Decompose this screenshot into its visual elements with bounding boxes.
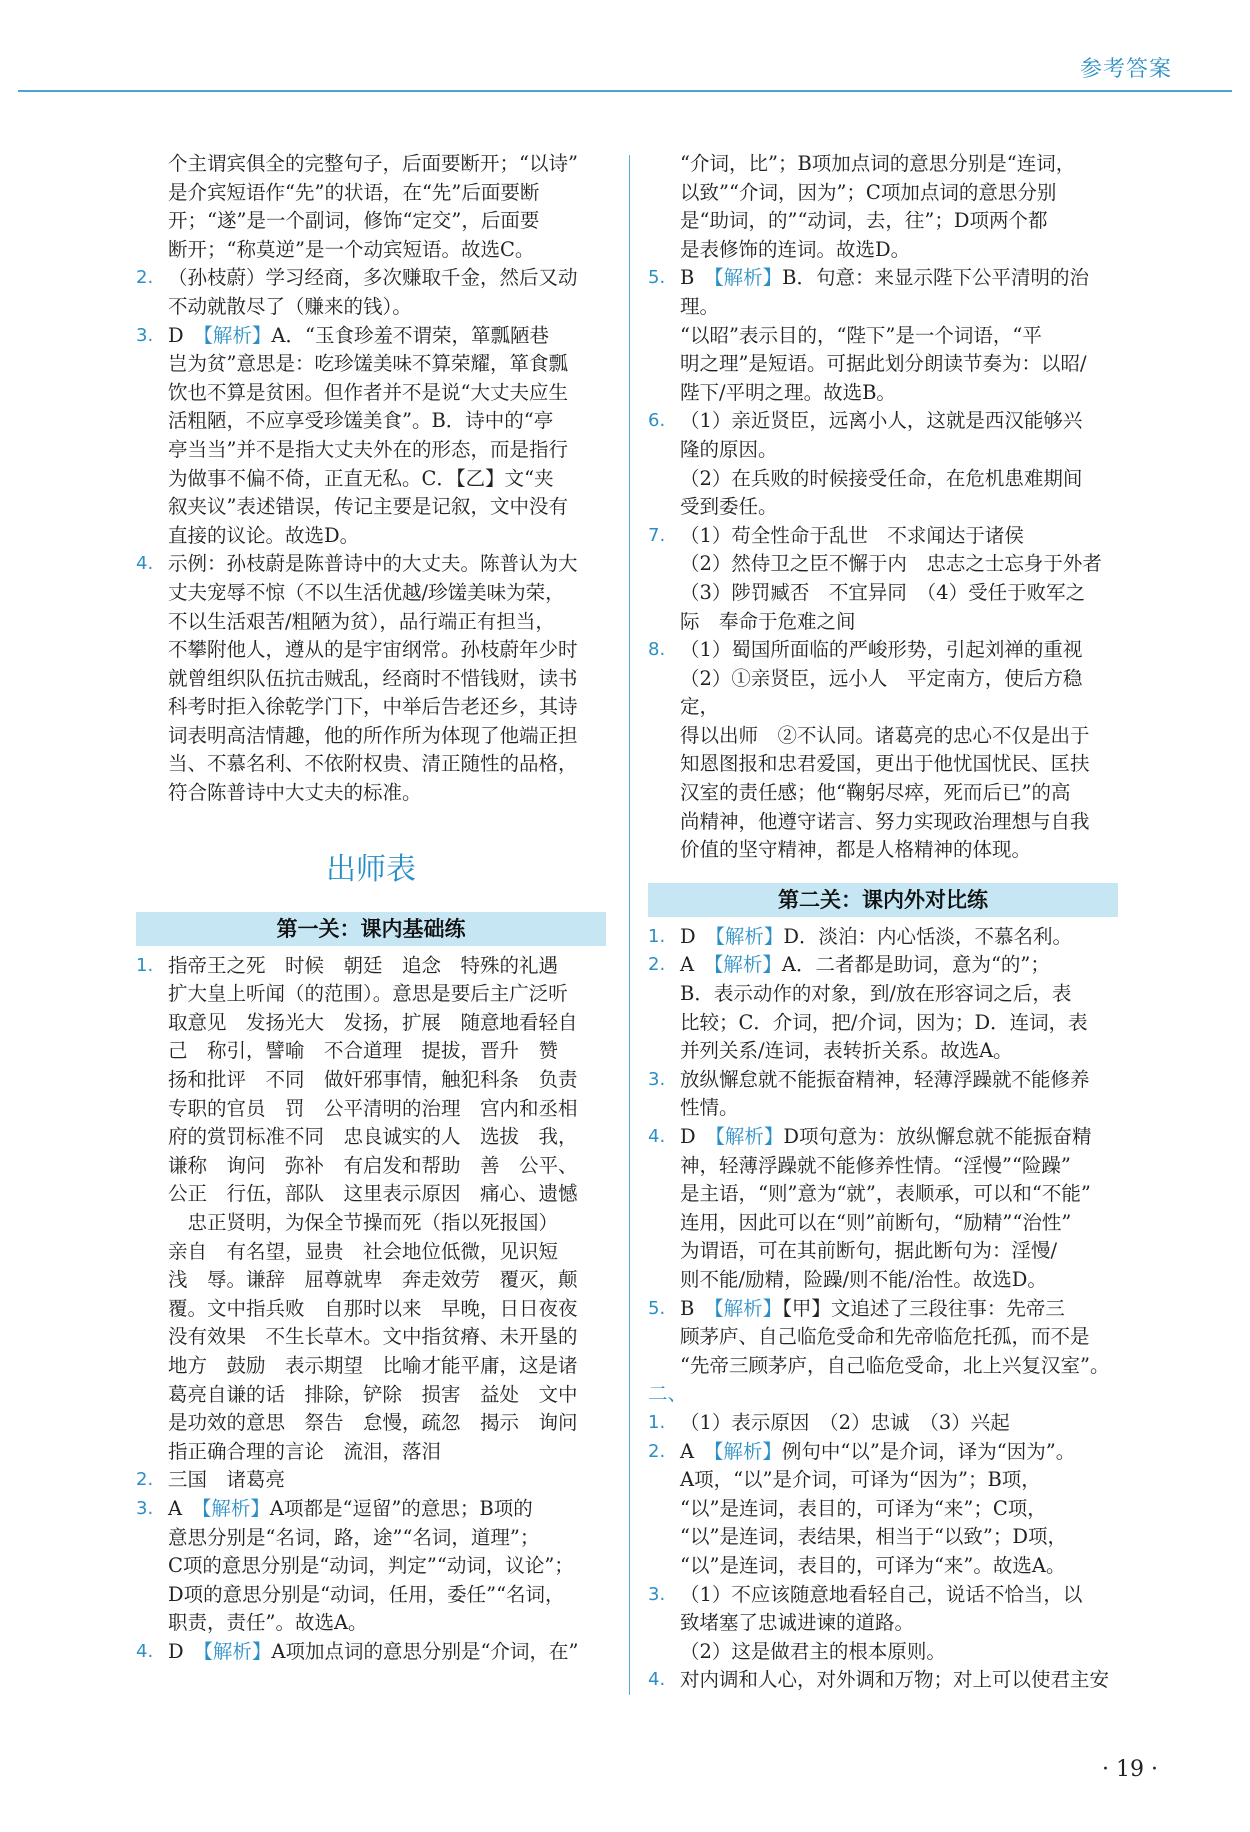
- text-line: 取意见 发扬光大 发扬，扩展 随意地看轻自: [168, 1010, 578, 1034]
- text-line: “以昭”表示目的，“陛下”是一个词语，“平: [680, 323, 1042, 347]
- text-line: “以”是连词，表目的，可译为“来”；C项，: [680, 1496, 1047, 1520]
- text-segment: （1）亲近贤臣，远离小人，这就是西汉能够兴: [680, 409, 1083, 433]
- answer-item: [648, 264, 1118, 407]
- item-number: 3.: [648, 1583, 666, 1605]
- text-line: 扬和批评 不同 做奸邪事情，触犯科条 负责: [168, 1068, 578, 1092]
- text-segment: （1）苟全性命于乱世 不求闻达于诸侯: [680, 523, 1024, 547]
- answer-letter: D: [680, 1125, 716, 1148]
- right-intro: [648, 150, 1118, 264]
- text-line: 是主语，“则”意为“就”，表顺承，可以和“不能”: [680, 1182, 1091, 1206]
- item-number: 3.: [136, 1497, 154, 1519]
- analysis-label: 【解析】: [713, 953, 782, 977]
- text-line: 不动就散尽了（赚来的钱）。: [168, 294, 412, 318]
- text-segment: （孙枝蔚）学习经商，多次赚取千金，然后又动: [168, 266, 578, 290]
- text-segment: 三国 诸葛亮: [168, 1468, 286, 1492]
- text-line: 得以出师 ②不认同。诸葛亮的忠心不仅是出于: [680, 723, 1090, 747]
- column-divider: [629, 155, 630, 1695]
- text-line: 亲自 有名望，显贵 社会地位低微，见识短: [168, 1239, 559, 1263]
- text-line: [168, 952, 606, 981]
- text-line: （2）在兵败的时候接受任命，在危机患难期间: [680, 466, 1083, 490]
- left-items-bottom: [136, 952, 606, 1667]
- text-line: 专职的官员 罚 公平清明的治理 宫内和丞相: [168, 1096, 578, 1120]
- text-line: 性情。: [680, 1096, 739, 1120]
- text-line: [168, 322, 606, 351]
- text-line: A项，“以”是介词，可译为“因为”；B项，: [680, 1468, 1041, 1492]
- lesson-title: 出师表: [326, 851, 416, 887]
- answer-item: [648, 951, 1118, 1065]
- item-number: 1.: [648, 925, 666, 947]
- answer-item: [136, 1466, 606, 1495]
- text-line: C项的意思分别是“动词，判定”“动词，议论”；: [168, 1554, 574, 1578]
- text-segment: （1）表示原因 （2）忠诚 （3）兴起: [680, 1410, 1010, 1434]
- text-segment: D．淡泊：内心恬淡，不慕名利。: [783, 924, 1073, 948]
- item-number: 2.: [136, 267, 154, 289]
- left-items-top: [136, 264, 606, 807]
- text-line: [680, 1295, 1118, 1324]
- left-column: [136, 150, 606, 1667]
- text-line: 比较；C．介词，把/介词，因为；D．连词，表: [680, 1010, 1088, 1034]
- text-line: 葛亮自谦的话 排除，铲除 损害 益处 文中: [168, 1382, 578, 1406]
- text-segment: 示例：孙枝蔚是陈普诗中的大丈夫。陈普认为大: [168, 552, 578, 576]
- item-number: 5.: [648, 1297, 666, 1319]
- text-line: [168, 1638, 606, 1667]
- answer-letter: D: [168, 1639, 204, 1663]
- text-segment: （1）蜀国所面临的严峻形势，引起刘禅的重视: [680, 638, 1083, 662]
- text-line: 没有效果 不生长草木。文中指贫瘠、未开垦的: [168, 1325, 578, 1349]
- answer-letter: A: [168, 1496, 202, 1520]
- text-line: 覆。文中指兵败 自那时以来 早晚，日日夜夜: [168, 1296, 578, 1320]
- text-line: [168, 1495, 606, 1524]
- text-line: 断开；“称莫逆”是一个动宾短语。故选C。: [168, 237, 535, 261]
- text-line: 是“助词，的”“动词，去，往”；D项两个都: [680, 209, 1048, 233]
- header-rule: [18, 90, 1232, 92]
- text-line: 致堵塞了忠诚进谏的道路。: [680, 1611, 915, 1635]
- text-line: 不攀附他人，遵从的是宇宙纲常。孙枝蔚年少时: [168, 638, 578, 662]
- text-line: 亭当当”并不是指大丈夫外在的形态，而是指行: [168, 437, 568, 461]
- analysis-label: 【解析】: [203, 323, 272, 347]
- analysis-label: 【解析】: [713, 1296, 783, 1320]
- answer-letter: D: [168, 323, 204, 347]
- text-line: [680, 1123, 1118, 1152]
- text-line: [168, 550, 606, 579]
- text-line: 陛下/平明之理。故选B。: [680, 380, 896, 404]
- item-number: 1.: [136, 954, 154, 976]
- text-line: 扩大皇上听闻（的范围）。意思是要后主广泛听: [168, 982, 568, 1006]
- text-line: 叙夹议”表述错误，传记主要是记叙，文中没有: [168, 495, 568, 519]
- text-line: [680, 1066, 1118, 1095]
- text-segment: 【甲】文追述了三段往事：先帝三: [782, 1296, 1065, 1320]
- text-line: [168, 1466, 606, 1495]
- text-line: [680, 407, 1118, 436]
- text-line: 为做事不偏不倚，正直无私。C．【乙】文“夹: [168, 466, 554, 490]
- text-line: “以”是连词，表结果，相当于“以致”；D项，: [680, 1525, 1068, 1549]
- answer-letter: B: [680, 1296, 714, 1320]
- text-line: 府的赏罚标准不同 忠良诚实的人 选拔 我，: [168, 1125, 578, 1149]
- text-line: 尚精神，他遵守诺言、努力实现政治理想与自我: [680, 809, 1090, 833]
- text-segment: A．二者都是助词，意为“的”；: [781, 953, 1050, 977]
- text-segment: 指帝王之死 时候 朝廷 追念 特殊的礼遇: [168, 953, 559, 977]
- text-segment: A项加点词的意思分别是“介词，在”: [271, 1639, 579, 1663]
- header-title: 参考答案: [1079, 57, 1172, 82]
- text-line: 受到委任。: [680, 495, 778, 519]
- text-line: 为谓语，可在其前断句，据此断句为：淫慢/: [680, 1239, 1058, 1263]
- text-line: “以”是连词，表目的，可译为“来”。故选A。: [680, 1553, 1066, 1577]
- text-segment: A项都是“逗留”的意思；B项的: [269, 1496, 533, 1520]
- item-number: 2.: [648, 954, 666, 976]
- answer-item: [648, 636, 1118, 865]
- text-line: [680, 951, 1118, 980]
- answer-item: [136, 550, 606, 807]
- item-number: 5.: [648, 267, 666, 289]
- item-number: 8.: [648, 639, 666, 661]
- text-line: 词表明高洁情趣，他的所作所为体现了他端正担: [168, 723, 578, 747]
- answer-item: [136, 322, 606, 551]
- text-line: 地方 鼓励 表示期望 比喻才能平庸，这是诸: [168, 1353, 578, 1377]
- text-segment: 对内调和人心，对外调和万物；对上可以使君主安: [680, 1668, 1110, 1692]
- text-line: 忠正贤明，为保全节操而死（指以死报国）: [168, 1211, 559, 1234]
- text-line: 个主谓宾俱全的完整句子，后面要断开；“以诗”: [168, 152, 578, 175]
- text-line: 际 奉命于危难之间: [680, 609, 856, 633]
- text-line: 价值的坚守精神，都是人格精神的体现。: [680, 838, 1032, 862]
- text-line: 就曾组织队伍抗击贼乱，经商时不惜钱财，读书: [168, 666, 578, 690]
- answer-item: [136, 1495, 606, 1638]
- text-line: 指正确合理的言论 流泪，落泪: [168, 1439, 442, 1463]
- analysis-label: 【解析】: [715, 1125, 784, 1148]
- answer-item: [136, 264, 606, 321]
- text-line: 顾茅庐、自己临危受命和先帝临危托孤，而不是: [680, 1325, 1090, 1349]
- text-line: 连用，因此可以在“则”前断句，“励精”“治性”: [680, 1210, 1072, 1234]
- section-heading-1: 第一关：课内基础练: [136, 912, 606, 946]
- analysis-label: 【解析】: [201, 1496, 270, 1520]
- section-heading-2: 第二关：课内外对比练: [648, 883, 1118, 917]
- text-line: 不以生活艰苦/粗陋为贫），品行端正有担当，: [168, 609, 555, 633]
- text-line: 是介宾短语作“先”的状语，在“先”后面要断: [168, 180, 540, 204]
- text-line: 明之理”是短语。可据此划分朗读节奏为：以昭/: [680, 352, 1087, 376]
- answer-item: [648, 1666, 1118, 1695]
- text-line: 饮也不算是贫困。但作者并不是说“大丈夫应生: [168, 380, 568, 404]
- text-line: 并列关系/连词，表转折关系。故选A。: [680, 1039, 1013, 1063]
- analysis-label: 【解析】: [713, 266, 783, 290]
- item-number: 3.: [136, 324, 154, 346]
- item-number: 4.: [648, 1669, 666, 1691]
- item-number: 2.: [136, 1469, 154, 1491]
- item-number: 1.: [648, 1411, 666, 1433]
- answer-item: [648, 1123, 1118, 1295]
- answer-letter: A: [680, 953, 714, 977]
- answer-item: [648, 1581, 1118, 1667]
- text-line: [680, 923, 1118, 952]
- text-line: “介词，比”；B项加点词的意思分别是“连词，: [680, 152, 1076, 175]
- text-line: B．表示动作的对象，到/放在形容词之后，表: [680, 982, 1072, 1006]
- answer-item: [136, 952, 606, 1467]
- text-line: [168, 264, 606, 293]
- text-line: 公正 行伍，部队 这里表示原因 痛心、遗憾: [168, 1182, 578, 1206]
- text-line: “先帝三顾茅庐，自己临危受命，北上兴复汉室”。: [680, 1353, 1110, 1377]
- text-line: 是功效的意思 祭告 怠慢，疏忽 揭示 询问: [168, 1411, 578, 1435]
- right-items-top: [648, 264, 1118, 864]
- text-segment: （1）不应该随意地看轻自己，说话不恰当，以: [680, 1582, 1083, 1606]
- text-segment: 例句中“以”是介词，译为“因为”。: [781, 1439, 1076, 1463]
- text-segment: D项句意为：放纵懈怠就不能振奋精: [783, 1125, 1092, 1148]
- text-line: 职责，责任”。故选A。: [168, 1611, 368, 1635]
- text-segment: A．“玉食珍羞不谓荣，箪瓢陋巷: [271, 323, 549, 347]
- text-line: 是表修饰的连词。故选D。: [680, 237, 911, 261]
- text-line: 则不能/励精，险躁/则不能/治性。故选D。: [680, 1267, 1047, 1291]
- item-number: 4.: [648, 1126, 666, 1147]
- text-line: 当、不慕名利、不依附权贵、清正随性的品格，: [168, 752, 578, 776]
- text-line: 活粗陋，不应享受珍馐美食”。B．诗中的“亭: [168, 409, 554, 433]
- answer-item: [648, 1295, 1118, 1381]
- text-line: 知恩图报和忠君爱国，更出于他忧国忧民、匡扶: [680, 752, 1090, 776]
- text-line: （3）陟罚臧否 不宜异同 （4）受任于败军之: [680, 580, 1086, 604]
- answer-letter: D: [680, 924, 716, 948]
- item-number: 4.: [136, 553, 154, 575]
- text-line: 意思分别是“名词，路，途”“名词，道理”；: [168, 1525, 540, 1549]
- answer-item: [136, 1638, 606, 1667]
- answer-item: [648, 522, 1118, 636]
- text-segment: B．句意：来显示陛下公平清明的治理。: [680, 266, 1089, 318]
- text-line: 直接的议论。故选D。: [168, 523, 360, 547]
- answer-item: [648, 1438, 1118, 1581]
- text-line: 丈夫宠辱不惊（不以生活优越/珍馐美味为荣，: [168, 580, 565, 604]
- text-line: （2）①亲贤臣，远小人 平定南方，使后方稳定，: [680, 666, 1083, 719]
- text-line: 神，轻薄浮躁就不能修养性情。“淫慢”“险躁”: [680, 1153, 1071, 1177]
- text-line: （2）这是做君主的根本原则。: [680, 1639, 946, 1663]
- text-line: D项的意思分别是“动词，任用，委任”“名词，: [168, 1582, 565, 1606]
- text-line: [680, 1666, 1118, 1695]
- item-number: 7.: [648, 524, 666, 546]
- analysis-label: 【解析】: [715, 924, 784, 948]
- answer-item: [648, 923, 1118, 952]
- text-line: [680, 1581, 1118, 1610]
- text-line: 汉室的责任感；他“鞠躬尽瘁，死而后已”的高: [680, 781, 1071, 805]
- page-number: · 19 ·: [1102, 1757, 1158, 1782]
- answer-letter: A: [680, 1439, 714, 1463]
- analysis-label: 【解析】: [713, 1439, 782, 1463]
- text-line: [680, 522, 1118, 551]
- text-line: 隆的原因。: [680, 437, 778, 461]
- text-line: [680, 1438, 1118, 1467]
- answer-item: [648, 1066, 1118, 1123]
- right-group2: [648, 1409, 1118, 1695]
- text-line: [680, 1409, 1118, 1438]
- text-segment: 放纵懈怠就不能振奋精神，轻薄浮躁就不能修养: [680, 1067, 1090, 1091]
- text-line: （2）然侍卫之臣不懈于内 忠志之士忘身于外者: [680, 552, 1102, 576]
- text-line: 开；“遂”是一个副词，修饰“定交”，后面要: [168, 209, 540, 233]
- right-group1: [648, 923, 1118, 1381]
- analysis-label: 【解析】: [203, 1639, 272, 1663]
- text-line: [680, 264, 1118, 321]
- item-number: 2.: [648, 1440, 666, 1462]
- group2-label: 二、: [648, 1382, 688, 1406]
- right-column: [648, 150, 1118, 1695]
- text-line: 己 称引，譬喻 不合道理 提拔，晋升 赞: [168, 1039, 559, 1063]
- answer-item: [648, 1409, 1118, 1438]
- text-line: [680, 636, 1118, 665]
- item-number: 6.: [648, 410, 666, 432]
- text-line: 岂为贫”意思是：吃珍馐美味不算荣耀，箪食瓢: [168, 352, 568, 376]
- item-number: 4.: [136, 1640, 154, 1662]
- text-line: 以致”“介词，因为”；C项加点词的意思分别: [680, 180, 1057, 204]
- text-line: 谦称 询问 弥补 有启发和帮助 善 公平、: [168, 1153, 578, 1177]
- item-number: 3.: [648, 1068, 666, 1090]
- text-line: 符合陈普诗中大丈夫的标准。: [168, 781, 422, 805]
- text-line: 浅 辱。谦辞 屈尊就卑 奔走效劳 覆灭，颠: [168, 1268, 578, 1292]
- answer-item: [648, 407, 1118, 521]
- answer-letter: B: [680, 266, 714, 290]
- left-intro: [136, 150, 606, 264]
- text-line: 科考时拒入徐乾学门下，中举后告老还乡，其诗: [168, 695, 578, 719]
